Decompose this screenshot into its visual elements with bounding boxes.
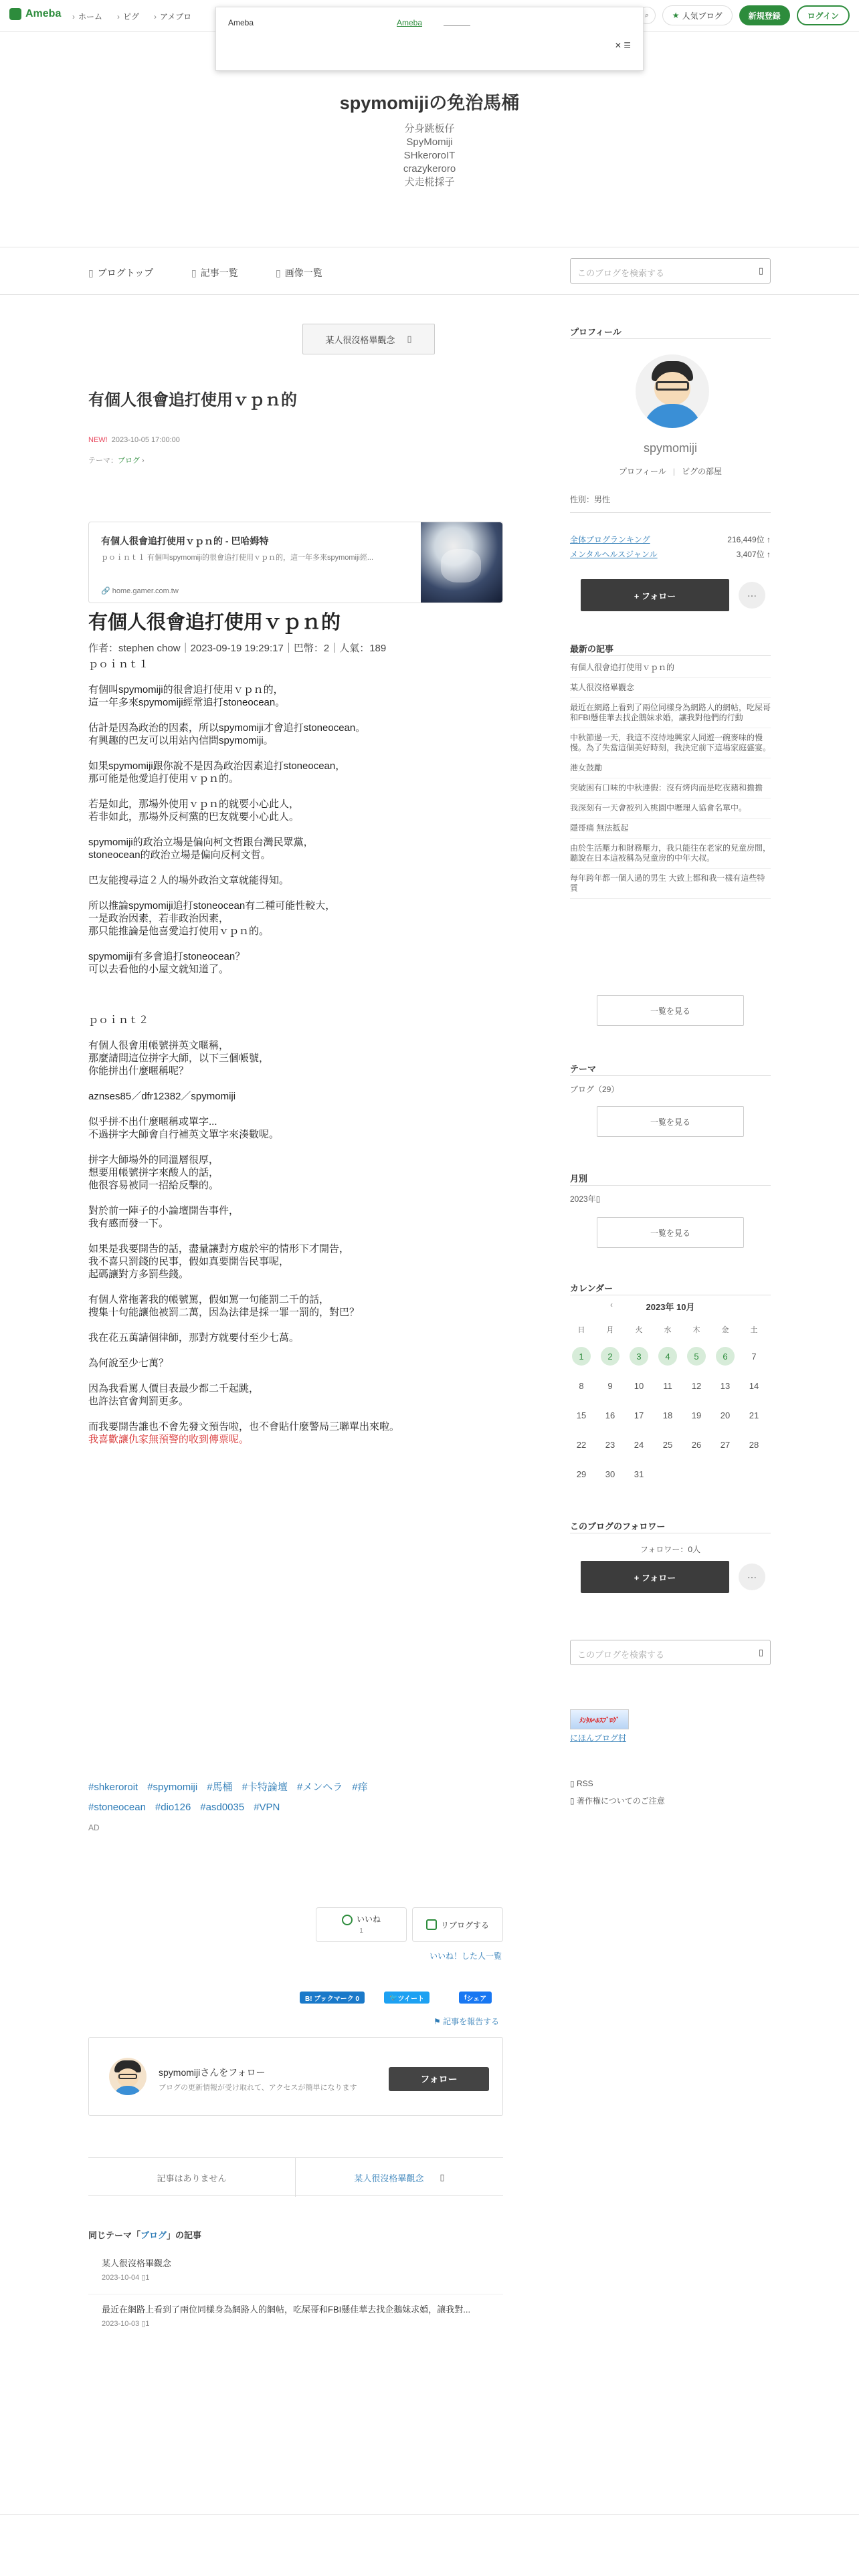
link-card-url bbox=[101, 586, 179, 595]
report-link[interactable] bbox=[434, 2016, 499, 2027]
rss-icon: ▯ bbox=[570, 1779, 577, 1788]
calendar-weekday: 木 bbox=[692, 1326, 700, 1334]
reblog-button[interactable] bbox=[412, 1907, 503, 1942]
theme-link[interactable]: ブログ bbox=[118, 457, 140, 465]
ad-popup bbox=[215, 7, 644, 71]
hashtag-list bbox=[88, 1778, 503, 1818]
like-button[interactable] bbox=[316, 1907, 407, 1942]
search-placeholder: このブログを検索する bbox=[577, 1650, 665, 1660]
recent-item[interactable]: 最近在網路上看到了兩位同樣身為網路人的網帖，吃屎哥和FBI懸佳華去找企鵝妹求婚，讓我對他們的行動 bbox=[570, 698, 771, 728]
calendar-day: 16 bbox=[605, 1410, 615, 1420]
ranking-row bbox=[570, 534, 771, 545]
theme-label: テーマ： bbox=[88, 457, 118, 465]
recent-item[interactable]: 突破困有口味的中秋連假：沒有烤肉而是吃夜豬和擔擔 bbox=[570, 778, 771, 798]
article-body-text: ｐｏｉｎｔ１ 有個叫spymomiji的很會追打使用ｖｐｎ的， 這一年多來spymomiji經常追打stoneocean。 估計是因為政治的因素，所以spymomiji才會追打stoneocean。 有興趣的巴友可以用站內信問spymomiji。 如果spymomiji跟你說不是因為政治因素追打stoneocean， 那可能是他愛追打使用ｖｐｎ的。 若是如此，那場外使用ｖｐｎ的就要小心此人， 若非如此，那場外反柯黨的巴友就要小心此人。 spymomiji的政治立場是偏向柯文哲跟台灣民眾黨， stoneocean的政治立場是偏向反柯文哲。 巴友能搜尋這２人的場外政治文章就能得知。 所以推論spymomiji追打stoneocean有二種可能性較大， 一是政治因素，若非政治因素， 那只能推論是他喜愛追打使用ｖｐｎ的。 spymomiji有多會追打stoneocean？ 可以去看他的小屋文就知道了。 ｐｏｉｎｔ２ 有個人很會用帳號拼英文暱稱， 那麼請問這位拼字大師，以下三個帳號， 你能​拼出什麼暱稱呢？ aznses85／dfr12382／spymomiji 似乎拼不出什麼暱稱或單字... 不過拼字大師會自行補英文單字來湊數呢。 拼字大師場外的同溫層很厚， 想要用帳號拼字來酸人的話， 他很容易被同一招給反擊的。 對於前一陣子的小論壇開告事件， 我有感而發一下。 如果是我要開告的話，盡量讓對方處於牢的情形下才開告， 我不喜只罰錢的民事，假如真要開告民事呢， 起碼讓對方多罰些錢。 有個人常拖著我的帳號罵，假如罵一句能罰二千的話， 搜集十句能讓他被罰二萬，因為法律是採一罪一罰的，對巴？ 我在花五萬請個律師，那對方就要付至少七萬。 為何說至少七萬？ 因為我看罵人價目表最少都二千起跳， 也許法官會判罰更多。 而我要開告誰也不會先發文預告啦，也不會貼什麼警局三聯單出來啦。 bbox=[88, 659, 400, 1432]
recent-more-button[interactable]: 一覧を見る bbox=[597, 995, 744, 1026]
calendar-day: 22 bbox=[576, 1439, 587, 1450]
list-item[interactable] bbox=[88, 2294, 503, 2328]
divider bbox=[570, 512, 771, 513]
like-icon bbox=[342, 1915, 353, 1925]
hashtag[interactable]: #痒 bbox=[352, 1782, 368, 1793]
search-icon[interactable]: ▯ bbox=[758, 265, 763, 276]
avatar-glasses bbox=[118, 2074, 137, 2079]
calendar-day[interactable]: 3 bbox=[630, 1347, 648, 1366]
tweet-button[interactable] bbox=[384, 1992, 430, 2004]
nav-ameblo[interactable]: › アメブロ bbox=[154, 11, 191, 22]
follow-button[interactable]: フォロー bbox=[389, 2067, 489, 2091]
same-theme-prefix: 同じテーマ「 bbox=[88, 2230, 141, 2240]
follower-count: フォロワー：0人 bbox=[640, 1545, 701, 1554]
rss-link[interactable] bbox=[570, 1779, 593, 1788]
popular-blog-label: 人気ブログ bbox=[682, 11, 723, 21]
login-button[interactable]: ログイン bbox=[797, 5, 850, 25]
calendar-day: 18 bbox=[662, 1410, 673, 1420]
calendar-day: 26 bbox=[691, 1439, 702, 1450]
more-options-button-2[interactable]: ··· bbox=[739, 1564, 765, 1590]
same-theme-heading bbox=[88, 2228, 201, 2241]
blog-search-input[interactable] bbox=[570, 258, 771, 284]
recent-item[interactable]: 港女鼓勵 bbox=[570, 758, 771, 778]
article-body-highlight: 我喜歡讓仇家無預警的收到傳票呢。 bbox=[88, 1434, 250, 1445]
link-icon: 🔗 bbox=[101, 587, 112, 595]
calendar-day: 21 bbox=[749, 1410, 759, 1420]
sidebar-follow-button[interactable]: + フォロー bbox=[581, 579, 729, 611]
reblog-icon bbox=[426, 1919, 437, 1930]
month-more-button[interactable]: 一覧を見る bbox=[597, 1217, 744, 1248]
nav-blog-top[interactable]: ▯ ブログトップ bbox=[88, 266, 153, 280]
chevron-right-icon: › bbox=[140, 457, 145, 465]
tweet-label: ツイート bbox=[397, 1995, 424, 2003]
mental-health-badge[interactable]: ﾒﾝﾀﾙﾍﾙｽﾌﾞﾛｸﾞ bbox=[570, 1709, 629, 1729]
ad-popup-label: Ameba bbox=[228, 18, 254, 27]
avatar-shirt bbox=[113, 2086, 142, 2095]
more-options-button[interactable]: ··· bbox=[739, 582, 765, 609]
facebook-share-button[interactable] bbox=[459, 1992, 492, 2004]
avatar[interactable] bbox=[109, 2058, 147, 2095]
link-card-desc: ｐｏｉｎｔ１ 有個叫spymomiji的很會追打使用ｖｐｎ的，這一年多來spymomiji經... bbox=[101, 554, 374, 562]
calendar-day: 11 bbox=[663, 1380, 672, 1391]
blog-subtitle bbox=[0, 122, 859, 189]
link-card[interactable] bbox=[88, 522, 503, 603]
follower-heading: このブログのフォロワー bbox=[570, 1521, 666, 1531]
byline: 作者：stephen chow｜2023-09-19 19:29:17｜巴幣：2｜人氣：189 bbox=[88, 643, 387, 654]
calendar-month: 2023年 10月 bbox=[646, 1302, 695, 1312]
subtitle-line: crazykeroro bbox=[403, 163, 456, 175]
body-title: 有個人很會追打使用ｖｐｎ的 bbox=[88, 612, 341, 633]
calendar-day: 14 bbox=[749, 1380, 759, 1391]
calendar-day: 10 bbox=[634, 1380, 644, 1391]
nav-pigg[interactable]: › ピグ bbox=[117, 11, 139, 22]
calendar-weekday: 金 bbox=[721, 1326, 729, 1334]
calendar-day: 19 bbox=[691, 1410, 702, 1420]
same-theme-date: 2023-10-04 ▯1 bbox=[102, 2273, 503, 2282]
recent-item[interactable]: 中秋節過一天，我這不沒待地興家人同遊一碗麥味的慢慢。為了失當這個美好時刻，我決定前下這場家庭盛宴。 bbox=[570, 728, 771, 758]
nav-article-list[interactable]: ▯ 記事一覧 bbox=[191, 266, 238, 280]
nav-home[interactable]: › ホーム bbox=[72, 11, 102, 22]
recent-item[interactable]: 有個人很會追打使用ｖｐｎ的 bbox=[570, 658, 771, 678]
same-theme-link[interactable]: ブログ bbox=[140, 2230, 167, 2240]
search-icon[interactable]: ⌕ bbox=[638, 7, 656, 24]
hashtag[interactable]: #spymomiji bbox=[147, 1782, 198, 1793]
theme-more-button[interactable]: 一覧を見る bbox=[597, 1106, 744, 1137]
calendar-day: 29 bbox=[576, 1469, 587, 1479]
same-theme-date: 2023-10-03 ▯1 bbox=[102, 2319, 503, 2328]
nav-image-list[interactable]: ▯ 画像一覧 bbox=[276, 266, 322, 280]
like-label: いいね bbox=[356, 1915, 381, 1924]
divider bbox=[0, 294, 859, 295]
copyright-icon: ▯ bbox=[570, 1796, 577, 1806]
global-nav bbox=[72, 11, 191, 22]
flag-icon: ⚑ bbox=[434, 2017, 444, 2026]
recent-item[interactable]: 每年跨年都一個人過的男生 大致上都和我一樣有這些特質 bbox=[570, 869, 771, 899]
copyright-label: 著作権についてのご注意 bbox=[576, 1796, 665, 1806]
calendar-weekday: 土 bbox=[750, 1326, 758, 1334]
calendar-day: 12 bbox=[691, 1380, 702, 1391]
share-label: シェア bbox=[466, 1995, 487, 2003]
pig-room-link[interactable]: ピグの部屋 bbox=[681, 467, 722, 476]
calendar-weekday: 日 bbox=[577, 1326, 585, 1334]
calendar-day: 30 bbox=[605, 1469, 615, 1479]
profile-gender: 性別：男性 bbox=[570, 495, 611, 504]
subtitle-line: SHkeroroIT bbox=[403, 150, 456, 161]
calendar-day: 20 bbox=[720, 1410, 731, 1420]
blog-header bbox=[0, 74, 859, 189]
calendar-prev-icon[interactable]: ‹ bbox=[610, 1300, 613, 1309]
hashtag[interactable]: #stoneocean bbox=[88, 1802, 146, 1813]
calendar-day: 8 bbox=[579, 1380, 584, 1391]
prev-article: 記事はありません bbox=[88, 2158, 296, 2197]
month-item[interactable]: 2023年▯ bbox=[570, 1194, 601, 1204]
twitter-icon: 🐦 bbox=[389, 1994, 398, 2002]
calendar-day[interactable]: 6 bbox=[716, 1347, 735, 1366]
avatar-shirt bbox=[644, 404, 701, 428]
like-count: 1 bbox=[359, 1927, 363, 1935]
subtitle-line: 分身跳板仔 bbox=[404, 123, 455, 134]
ranking-value: 216,449位 ↑ bbox=[727, 535, 771, 544]
next-article-link[interactable]: 某人很沒格畢觀念 ▯ bbox=[296, 2158, 503, 2197]
separator: | bbox=[672, 467, 675, 476]
calendar-day[interactable]: 1 bbox=[572, 1347, 591, 1366]
ameba-logo[interactable] bbox=[9, 8, 61, 20]
divider bbox=[570, 655, 771, 656]
calendar-day[interactable]: 2 bbox=[601, 1347, 619, 1366]
link-card-thumbnail bbox=[421, 522, 502, 603]
avatar[interactable] bbox=[636, 354, 709, 428]
list-item[interactable] bbox=[88, 2256, 503, 2282]
calendar-day: 25 bbox=[662, 1439, 673, 1450]
avatar-glasses bbox=[656, 381, 689, 391]
hashtag[interactable]: #dio126 bbox=[155, 1802, 191, 1813]
calendar-day: 15 bbox=[576, 1410, 587, 1420]
ad-close-icon[interactable]: ✕ ☰ bbox=[614, 41, 631, 50]
top-right-nav bbox=[638, 5, 850, 25]
date-text: 2023-10-05 17:00:00 bbox=[111, 436, 180, 444]
hashtag[interactable]: #卡特論壇 bbox=[242, 1782, 288, 1793]
calendar-weekday: 火 bbox=[635, 1326, 643, 1334]
calendar-day: 23 bbox=[605, 1439, 615, 1450]
calendar-day[interactable]: 4 bbox=[658, 1347, 677, 1366]
blogmura-link[interactable]: にほんブログ村 bbox=[570, 1733, 627, 1743]
rss-label: RSS bbox=[576, 1779, 593, 1788]
calendar-day: 27 bbox=[720, 1439, 731, 1450]
calendar-day: 31 bbox=[634, 1469, 644, 1479]
new-badge: NEW! bbox=[88, 436, 108, 444]
same-theme-title: 某人很沒格畢觀念 bbox=[102, 2258, 172, 2268]
calendar-day: 13 bbox=[720, 1380, 731, 1391]
hashtag[interactable]: #VPN bbox=[254, 1802, 280, 1813]
profile-links bbox=[570, 465, 771, 477]
hashtag[interactable]: #shkeroroit bbox=[88, 1782, 138, 1793]
sidebar-follow-button-2[interactable]: + フォロー bbox=[581, 1561, 729, 1593]
profile-heading: プロフィール bbox=[570, 327, 622, 337]
calendar-day: 17 bbox=[634, 1410, 644, 1420]
subtitle-line: SpyMomiji bbox=[406, 136, 453, 148]
link-card-url-text: home.gamer.com.tw bbox=[112, 587, 179, 595]
same-theme-title: 最近在網路上看到了兩位同樣身為網路人的網帖，吃屎哥和FBI懸佳華去找企鵝妹求婚，讓我對... bbox=[102, 2304, 471, 2315]
recent-item[interactable]: 某人很沒格畢觀念 bbox=[570, 678, 771, 698]
search-placeholder: このブログを検索する bbox=[577, 268, 665, 278]
ad-popup-underline bbox=[444, 18, 470, 26]
reblog-label: リブログする bbox=[440, 1920, 489, 1930]
search-icon[interactable]: ▯ bbox=[758, 1647, 763, 1657]
report-label: 記事を報告する bbox=[443, 2017, 500, 2026]
hatena-bookmark-button[interactable]: B! ブックマーク 0 bbox=[300, 1992, 365, 2004]
calendar-day: 7 bbox=[751, 1351, 757, 1362]
hashtag[interactable]: #asd0035 bbox=[200, 1802, 245, 1813]
calendar-weekday: 水 bbox=[664, 1326, 672, 1334]
facebook-icon: f bbox=[464, 1994, 467, 2002]
article-theme bbox=[88, 455, 145, 465]
logo-text: Ameba bbox=[25, 8, 62, 19]
popular-blog-button[interactable] bbox=[662, 5, 733, 25]
follow-card bbox=[88, 2037, 503, 2116]
calendar-day: 28 bbox=[749, 1439, 759, 1450]
profile-name[interactable]: spymomiji bbox=[643, 441, 697, 455]
ad-label: AD bbox=[88, 1823, 100, 1832]
article-date bbox=[88, 436, 180, 444]
ranking-row bbox=[570, 548, 771, 560]
calendar-day[interactable]: 5 bbox=[687, 1347, 706, 1366]
same-theme-suffix: 」の記事 bbox=[167, 2230, 202, 2240]
theme-item[interactable]: ブログ（29） bbox=[570, 1085, 619, 1094]
article-title[interactable]: 有個人很會追打使用ｖｐｎ的 bbox=[88, 391, 297, 409]
recent-item[interactable]: 隱哥痛 無法抵起 bbox=[570, 819, 771, 839]
article-body bbox=[88, 658, 503, 1446]
hashtag[interactable]: #メンヘラ bbox=[296, 1782, 343, 1793]
copyright-link[interactable] bbox=[570, 1795, 665, 1806]
calendar-weekday: 月 bbox=[606, 1326, 614, 1334]
calendar-heading: カレンダー bbox=[570, 1283, 613, 1293]
link-card-title: 有個人很會追打使用ｖｐｎ的 - 巴哈姆特 bbox=[101, 536, 269, 546]
divider bbox=[570, 338, 771, 339]
article-pager bbox=[88, 2157, 503, 2196]
recent-item[interactable]: 我深刻有一天會被列入桃園中壢理人協會名單中。 bbox=[570, 798, 771, 819]
ranking-link[interactable]: メンタルヘルスジャンル bbox=[570, 550, 658, 559]
subtitle-line: 犬走椛採子 bbox=[404, 177, 455, 188]
month-heading: 月別 bbox=[570, 1174, 588, 1184]
ranking-value: 3,407位 ↑ bbox=[736, 550, 771, 559]
signup-button[interactable]: 新規登録 bbox=[739, 5, 790, 25]
theme-heading: テーマ bbox=[570, 1064, 597, 1074]
follow-card-name: spymomijiさんをフォロー bbox=[159, 2067, 266, 2078]
recent-heading: 最新の記事 bbox=[570, 644, 614, 654]
star-icon: ★ bbox=[672, 11, 680, 20]
ad-popup-link[interactable]: Ameba bbox=[397, 18, 423, 27]
profile-link[interactable]: プロフィール bbox=[619, 467, 666, 476]
calendar-day: 9 bbox=[607, 1380, 613, 1391]
recent-item[interactable]: 由於生活壓力和財務壓力，我只能往在老家的兒童房間，聽說在日本這被稱為兒童房的中年大叔。 bbox=[570, 839, 771, 869]
follow-card-desc: ブログの更新情報が受け取れて、アクセスが簡単になります bbox=[159, 2084, 357, 2092]
divider bbox=[570, 1185, 771, 1186]
ranking-link[interactable]: 全体ブログランキング bbox=[570, 535, 650, 544]
sidebar-search-input[interactable] bbox=[570, 1640, 771, 1665]
blog-title[interactable]: spymomijiの免治馬桶 bbox=[339, 93, 520, 113]
ameba-logo-icon bbox=[9, 8, 21, 20]
calendar-day: 24 bbox=[634, 1439, 644, 1450]
next-article-button[interactable]: 某人很沒格畢觀念 ▯ bbox=[302, 324, 435, 354]
hashtag[interactable]: #馬桶 bbox=[207, 1782, 233, 1793]
divider bbox=[570, 1075, 771, 1076]
share-row bbox=[88, 1992, 503, 2005]
like-list-link[interactable]: いいね！した人一覧 bbox=[430, 1951, 502, 1961]
recent-list bbox=[570, 658, 771, 899]
divider bbox=[0, 2514, 859, 2515]
blog-nav bbox=[0, 254, 859, 292]
